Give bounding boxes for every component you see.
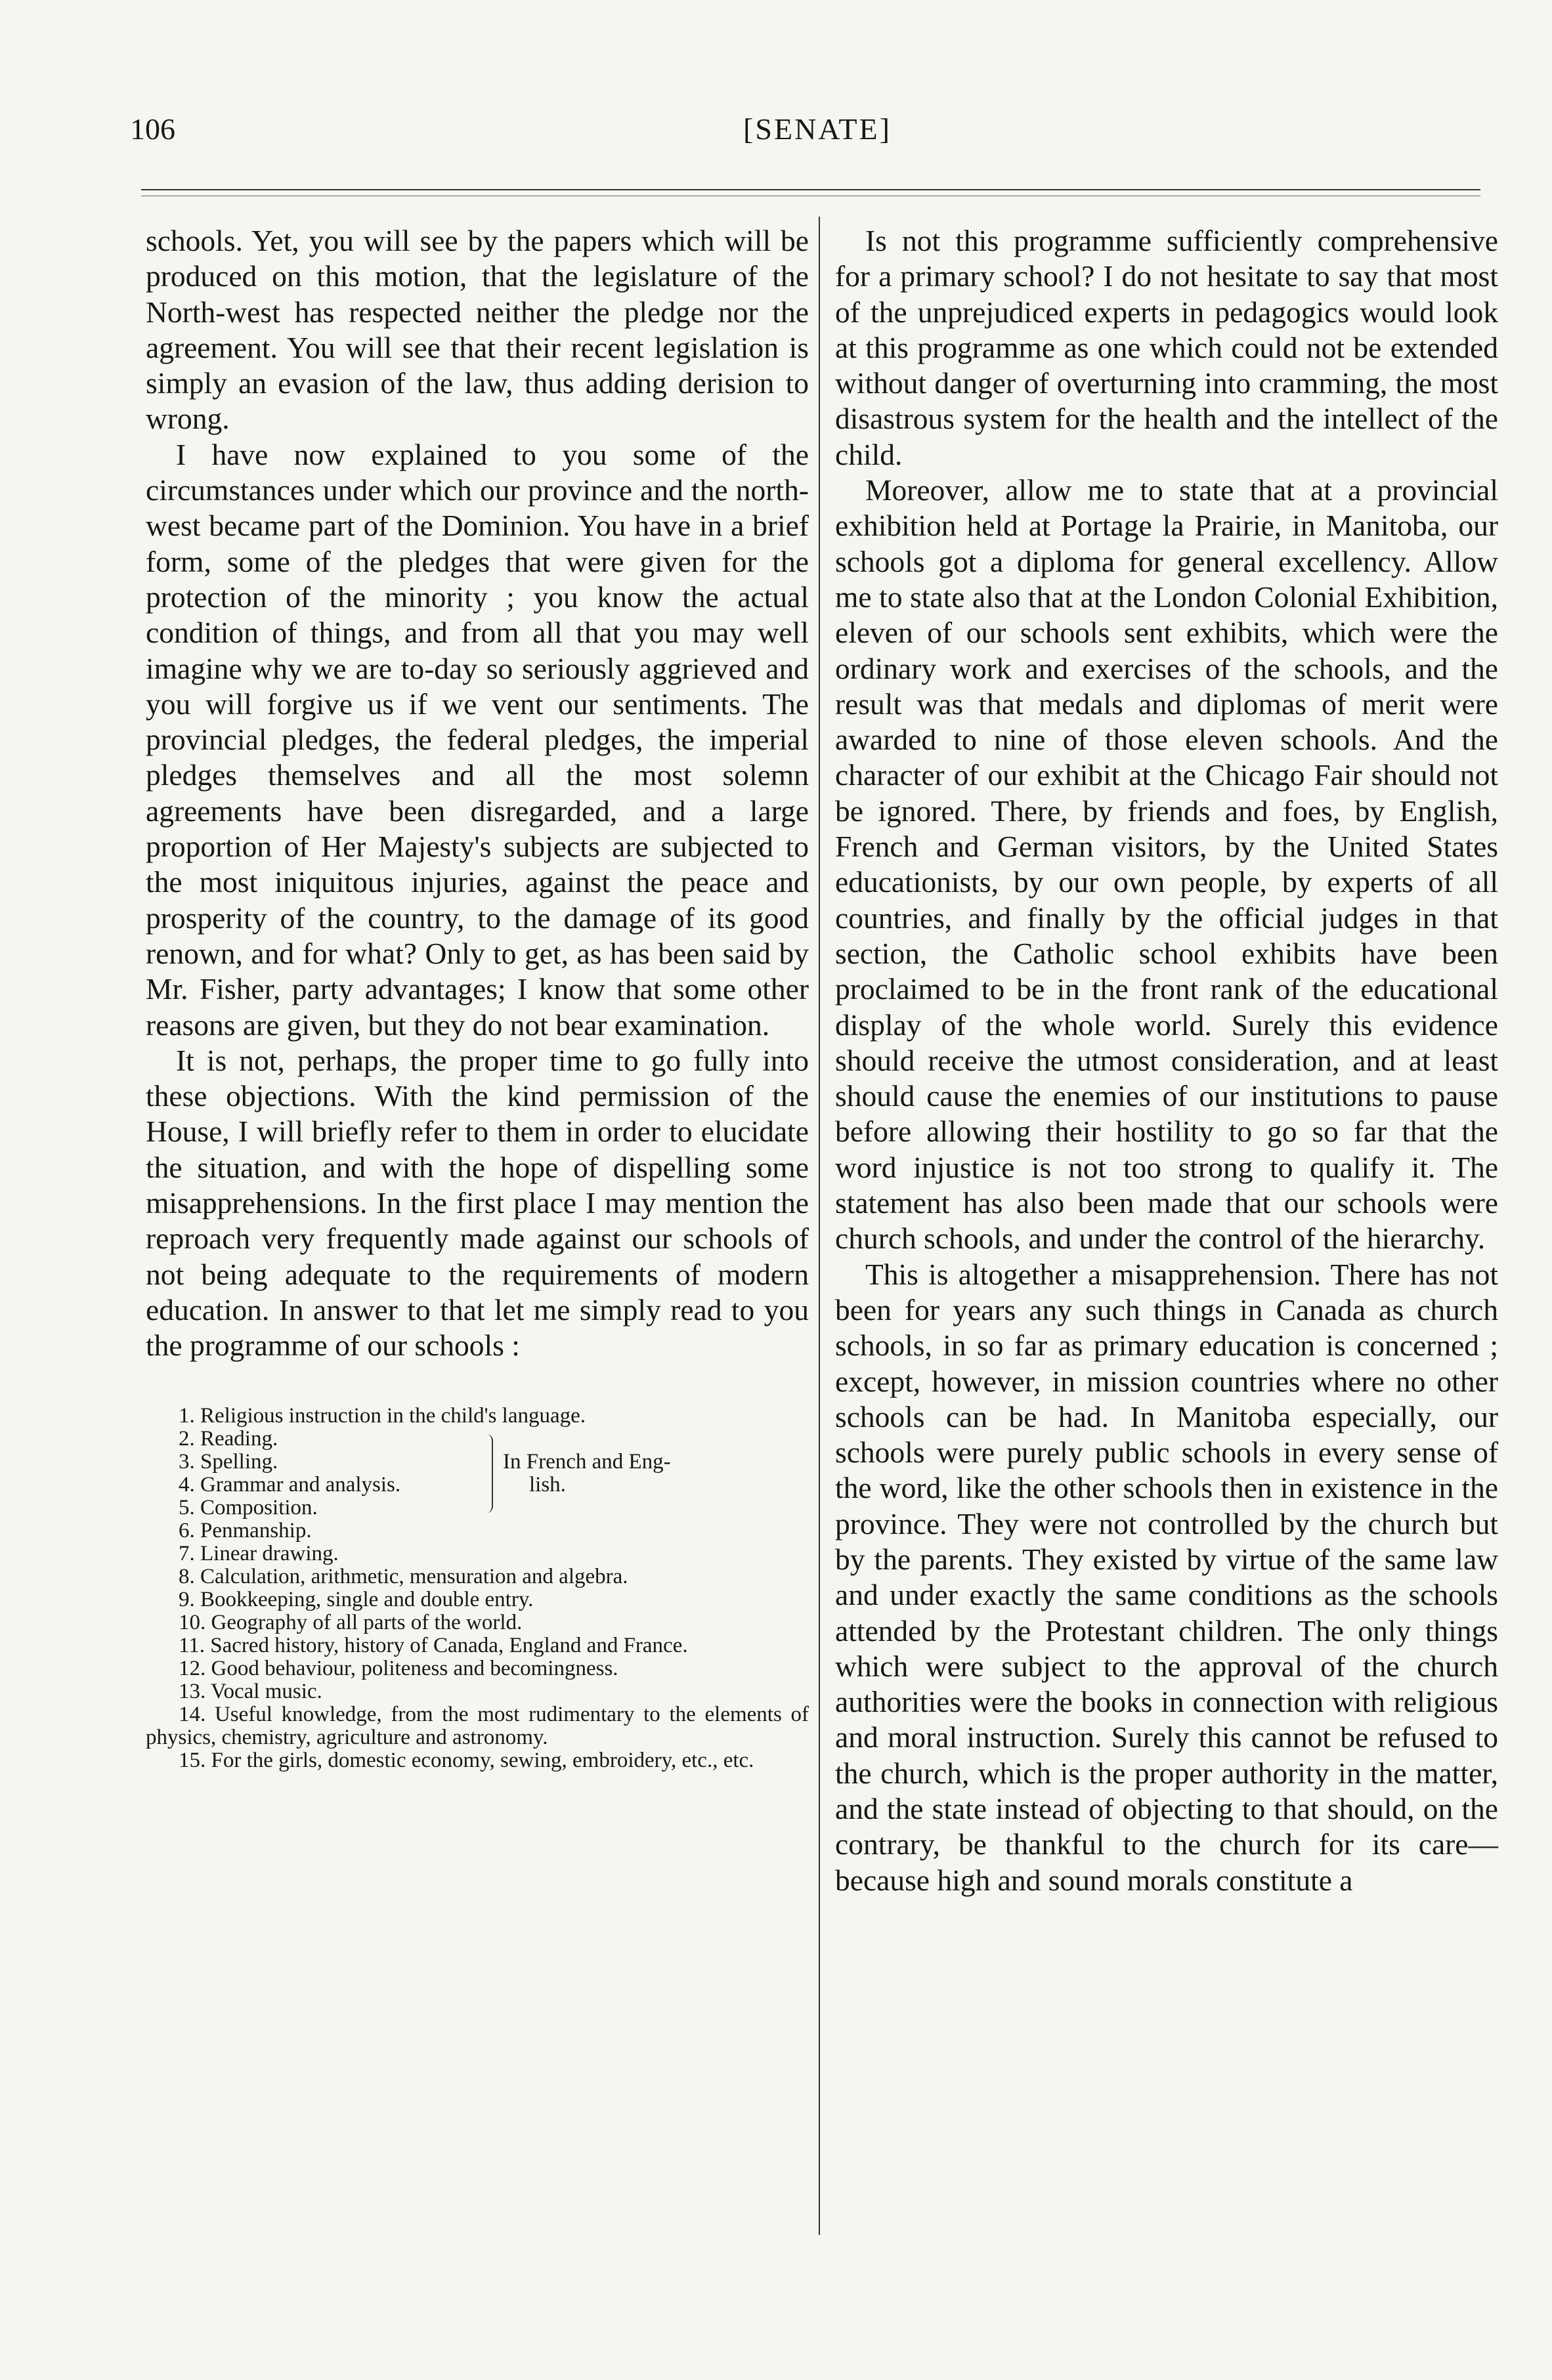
page-number: 106 (130, 112, 175, 146)
list-item: 11. Sacred history, history of Canada, England and France. (179, 1633, 688, 1657)
paragraph: It is not, perhaps, the proper time to go fully into these objections. With the kind permission of the House, I will briefly refer to them in order to elucidate the situation, and with the hope of dispelling some misapprehensions. In the first place I may mention the reproach very frequently made against our schools of not being adequate to the requirements of modern education. In answer to that let me simply read to you the programme of our schools : (146, 1043, 809, 1363)
list-item: 1. Religious instruction in the child's language. (179, 1403, 586, 1428)
paragraph: I have now explained to you some of the circumstances under which our province and the north-west became part of the Dominion. You have in a brief form, some of the pledges that were given for the protection of the minority ; you know the actual condition of things, and from all that you may well imagine why we are to-day so seriously aggrieved and you will forgive us if we vent our sentiments. The provincial pledges, the federal pledges, the imperial pledges themselves and all the most solemn agreements have been disregarded, and a large proportion of Her Majesty's subjects are subjected to the most iniquitous injuries, against the peace and prosperity of the country, to the damage of its good renown, and for what? Only to get, as has been said by Mr. Fisher, party advantages; I know that some other reasons are given, but they do not bear examination. (146, 437, 809, 1042)
list-item: 10. Geography of all parts of the world. (179, 1610, 523, 1634)
list-item: 2. Reading. (179, 1426, 278, 1451)
page-header (125, 112, 1510, 158)
brace-bracket (483, 1434, 493, 1513)
programme-list (146, 1405, 809, 1772)
paragraph: Is not this programme sufficiently comprehensive for a primary school? I do not hesitate to say that most of the unprejudiced experts in pedagogics would look at this programme as one which could not be extended without danger of overturning into cramming, the most disastrous system for the health and the intellect of the child. (835, 224, 1498, 471)
list-item: 14. Useful knowledge, from the most rudimentary to the elements of physics, chemistry, agriculture and astronomy. (146, 1702, 809, 1749)
list-item: 13. Vocal music. (179, 1679, 322, 1703)
paragraph: schools. Yet, you will see by the papers which will be produced on this motion, that the legislature of the North-west has respected neither the pledge nor the agreement. You will see that their recent legislation is simply an evasion of the law, thus adding derision to wrong. (146, 224, 809, 436)
paragraph: This is altogether a misapprehension. There has not been for years any such things in Canada as church schools, in so far as primary education is concerned ; except, however, in mission countries where no other schools can be had. In Manitoba especially, our schools were purely public schools in every sense of the word, like the other schools then in existence in the province. They were not controlled by the church but by the parents. They existed by virtue of the same law and under exactly the same conditions as the schools attended by the Protestant children. The only things which were subject to the approval of the church authorities were the books in connection with religious and moral instruction. Surely this cannot be refused to the church, which is the proper authority in the matter, and the state instead of objecting to that should, on the contrary, be thankful to the church for its care—because high and sound morals constitute a (835, 1257, 1498, 1897)
right-column (835, 223, 1498, 1898)
list-item: 9. Bookkeeping, single and double entry. (179, 1587, 534, 1611)
list-item: 3. Spelling. (179, 1449, 278, 1474)
running-title: [SENATE] (743, 112, 892, 146)
bracket-note-line: lish. (529, 1472, 566, 1497)
list-item: 6. Penmanship. (179, 1518, 312, 1542)
list-item: 8. Calculation, arithmetic, mensuration and algebra. (179, 1564, 628, 1588)
language-group (146, 1428, 809, 1519)
left-column (146, 223, 809, 1772)
list-item: 5. Composition. (179, 1495, 318, 1519)
column-divider (819, 217, 820, 2235)
list-item: 7. Linear drawing. (179, 1541, 339, 1565)
header-rule (141, 189, 1480, 190)
list-item: 15. For the girls, domestic economy, sewing, embroidery, etc., etc. (179, 1748, 754, 1772)
list-item: 4. Grammar and analysis. (179, 1472, 401, 1497)
paragraph: Moreover, allow me to state that at a provincial exhibition held at Portage la Prairie, in Manitoba, our schools got a diploma for general excellency. Allow me to state also that at the London Colonial Exhibition, eleven of our schools sent exhibits, which were the ordinary work and exercises of the schools, and the result was that medals and diplomas of merit were awarded to nine of those eleven schools. And the character of our exhibit at the Chicago Fair should not be ignored. There, by friends and foes, by English, French and German visitors, by the United States educationists, by our own people, by experts of all countries, and finally by the official judges in that section, the Catholic school exhibits have been proclaimed to be in the front rank of the educational display of the whole world. Surely this evidence should receive the utmost consideration, and at least should cause the enemies of our institutions to pause before allowing their hostility to go so far that the word injustice is not too strong to qualify it. The statement has also been made that our schools were church schools, and under the control of the hierarchy. (835, 473, 1498, 1256)
list-item: 12. Good behaviour, politeness and becomingness. (179, 1656, 618, 1680)
bracket-note-line: In French and Eng- (503, 1449, 671, 1474)
bracket-note (503, 1451, 805, 1497)
